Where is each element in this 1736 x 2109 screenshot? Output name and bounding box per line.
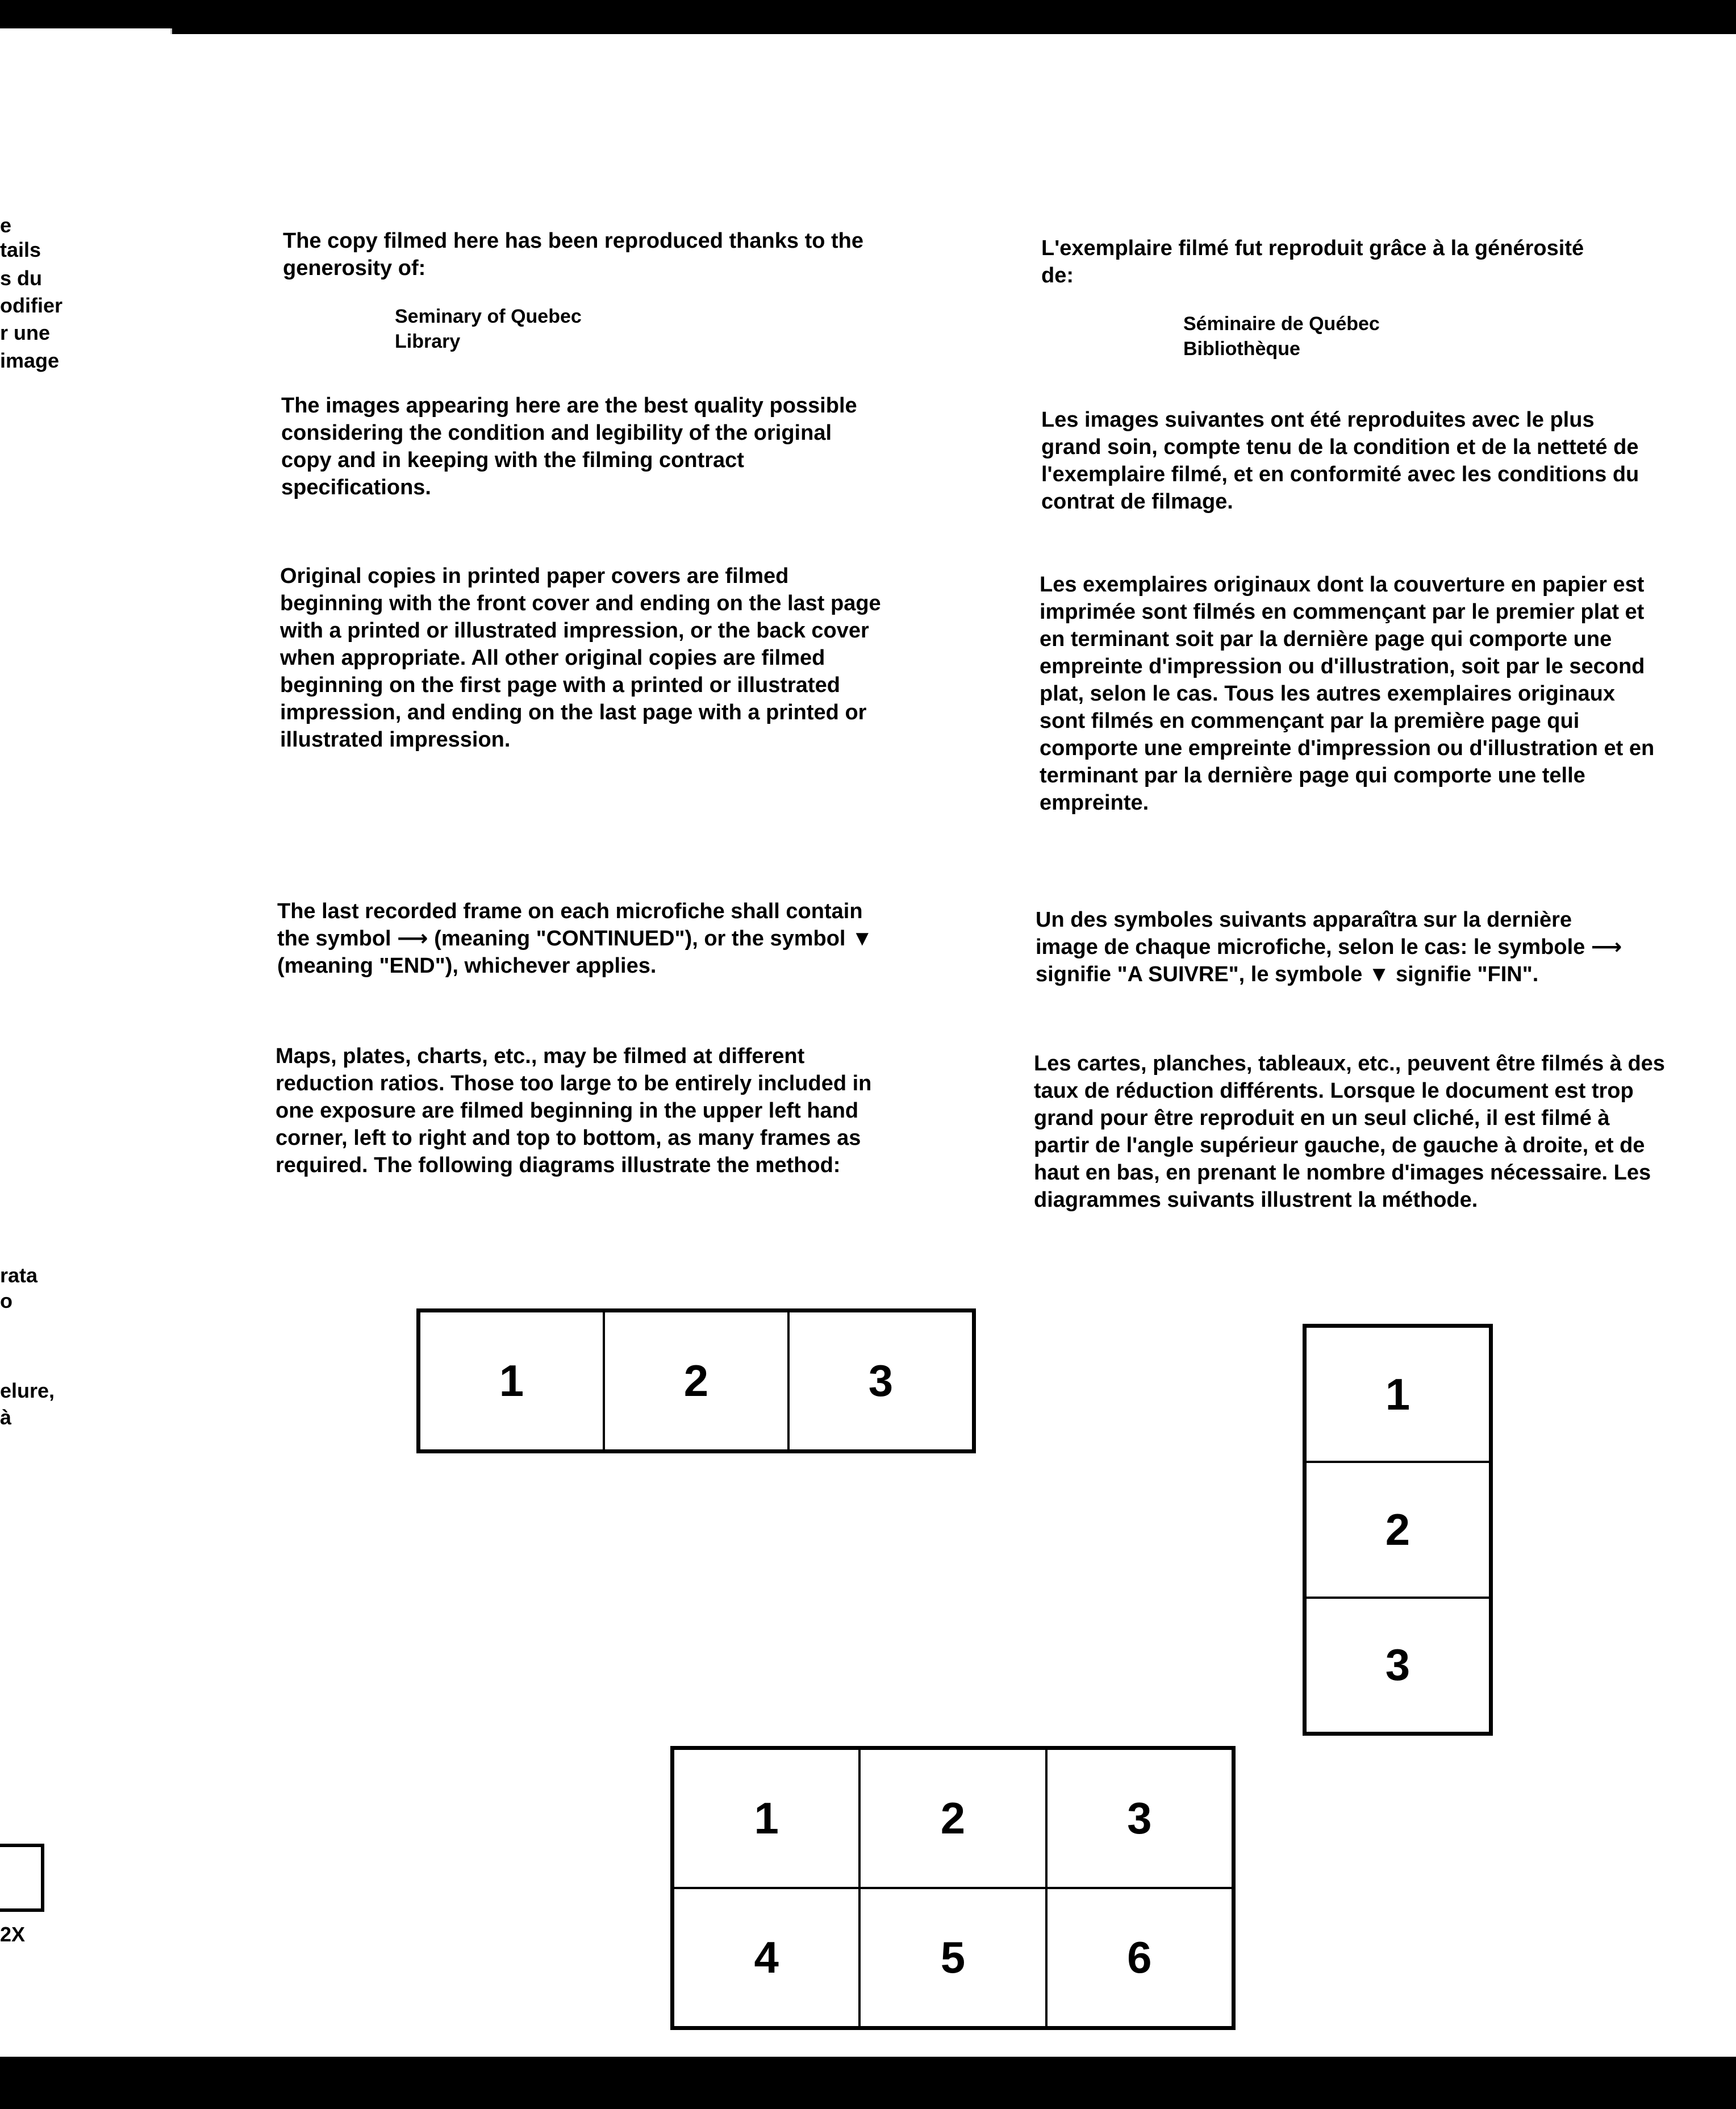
french-institution — [1183, 311, 1524, 361]
film-border-bottom — [0, 2057, 1736, 2109]
institution-name: Seminary of Quebec — [395, 306, 582, 327]
partial-target-box — [0, 1844, 44, 1912]
english-paragraph-maps: Maps, plates, charts, etc., may be filmed at different reduction ratios. Those too large to be entirely included in one exposure are filmed beginning in the upper left hand corner, left to right and top to bottom, as many frames as required. The following diagrams illustrate the method: — [276, 1044, 872, 1177]
left-fragment: 2X — [0, 1923, 26, 1946]
left-fragment: e — [0, 214, 12, 237]
left-fragment: odifier — [0, 294, 63, 317]
left-fragment: à — [0, 1406, 12, 1429]
left-fragment: image — [0, 349, 60, 372]
left-fragment: r une — [0, 321, 51, 344]
frame-cell: 2 — [1305, 1462, 1490, 1597]
diagram-grid-of-six — [670, 1746, 1236, 2030]
diagram-column-of-three — [1303, 1324, 1493, 1736]
frame-cell: 5 — [859, 1888, 1046, 2027]
english-intro: The copy filmed here has been reproduced thanks to the generosity of: — [283, 229, 863, 280]
frame-cell: 3 — [1046, 1749, 1233, 1888]
english-paragraph-copies: Original copies in printed paper covers are filmed beginning with the front cover and ending on the last page with a printed or illustrated impression, or the back cover when appropriate. All other original copies are filmed beginning on the first page with a printed or illustrated impression, and ending on the last page with a printed or illustrated impression. — [280, 564, 881, 752]
frame-cell: 2 — [604, 1311, 788, 1451]
frame-cell: 3 — [788, 1311, 973, 1451]
english-institution — [395, 304, 736, 354]
french-paragraph-copies: Les exemplaires originaux dont la couverture en papier est imprimée sont filmés en commençant par le premier plat et en terminant soit par la dernière page qui comporte une empreinte d'impression ou d'illustration, soit par le second plat, selon le cas. Tous les autres exemplaires originaux sont filmés en commençant par la première page qui comporte une empreinte d'impression ou d'illustration et en terminant par la dernière page qui comporte une telle empreinte. — [1040, 573, 1655, 815]
french-intro: L'exemplaire filmé fut reproduit grâce à la générosité de: — [1041, 236, 1584, 287]
left-fragment: s du — [0, 266, 43, 290]
frame-cell: 2 — [859, 1749, 1046, 1888]
french-paragraph-maps: Les cartes, planches, tableaux, etc., peuvent être filmés à des taux de réduction différents. Lorsque le document est trop grand pour être reproduit en un seul cliché, il est filmé à partir de l'angle supérieur gauche, de gauche à droite, et de haut en bas, en prenant le nombre d'images nécessaire. Les diagrammes suivants illustrent la méthode. — [1034, 1052, 1665, 1212]
english-paragraph-quality: The images appearing here are the best quality possible considering the condition and legibility of the original copy and in keeping with the filming contract specifications. — [281, 394, 857, 499]
english-paragraph-symbols: The last recorded frame on each microfiche shall contain the symbol ⟶ (meaning "CONTINUED"), or the symbol ▼ (meaning "END"), whichever applies. — [277, 899, 873, 978]
frame-cell: 4 — [673, 1888, 859, 2027]
frame-cell: 1 — [419, 1311, 604, 1451]
left-fragment: elure, — [0, 1379, 55, 1402]
left-fragment: tails — [0, 238, 41, 261]
left-fragment: o — [0, 1289, 12, 1312]
french-paragraph-symbols: Un des symboles suivants apparaîtra sur la dernière image de chaque microfiche, selon le cas: le symbole ⟶ signifie "A SUIVRE", le symbole ▼ signifie "FIN". — [1036, 908, 1622, 986]
institution-unit: Bibliothèque — [1183, 338, 1300, 360]
frame-cell: 1 — [1305, 1327, 1490, 1462]
institution-unit: Library — [395, 331, 461, 352]
diagram-row-of-three — [416, 1308, 976, 1453]
frame-cell: 6 — [1046, 1888, 1233, 2027]
french-paragraph-quality: Les images suivantes ont été reproduites avec le plus grand soin, compte tenu de la condition et de la netteté de l'exemplaire filmé, et en conformité avec les conditions du contrat de filmage. — [1041, 408, 1639, 514]
frame-cell: 3 — [1305, 1598, 1490, 1733]
left-fragment: rata — [0, 1264, 38, 1287]
institution-name: Séminaire de Québec — [1183, 313, 1380, 335]
frame-cell: 1 — [673, 1749, 859, 1888]
